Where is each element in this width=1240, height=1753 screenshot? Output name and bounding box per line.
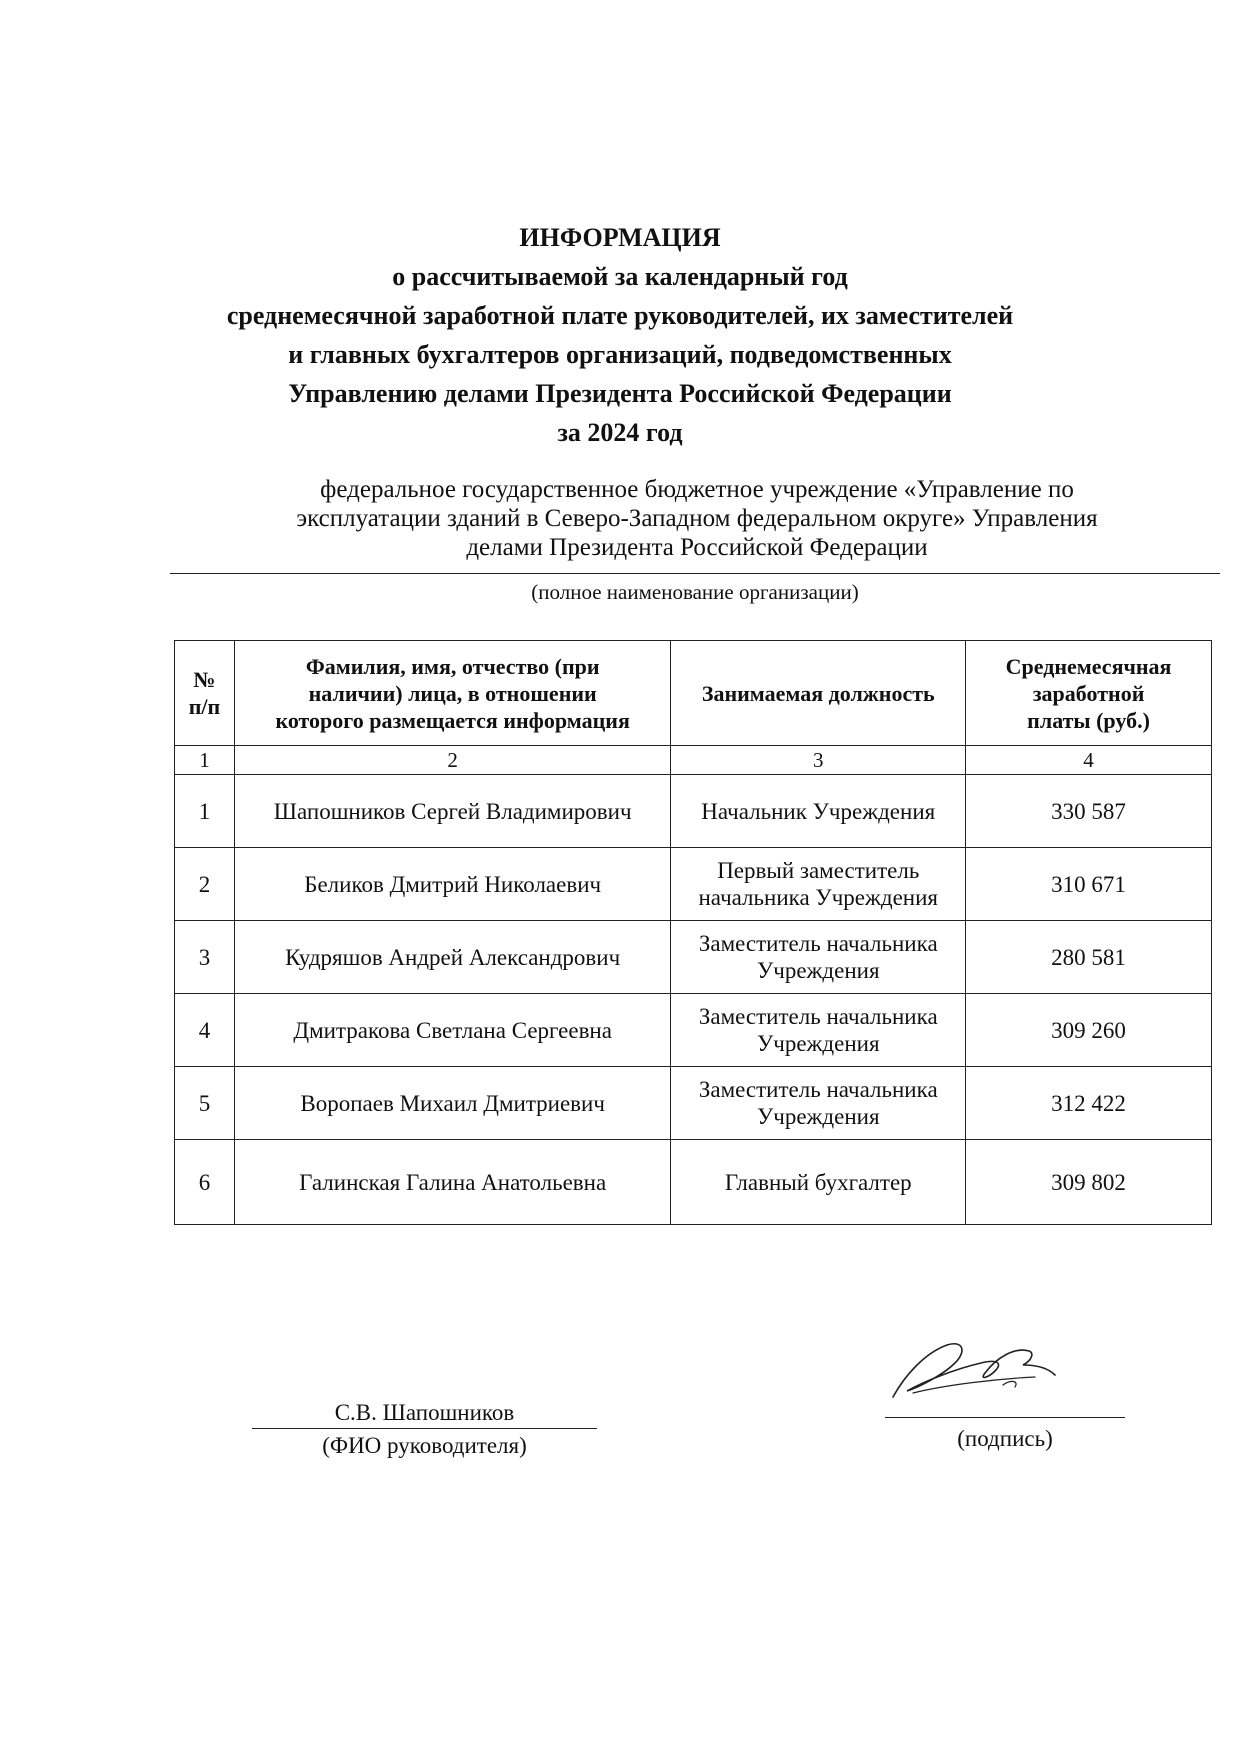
organization-caption: (полное наименование организации) (531, 580, 859, 604)
document-title (150, 218, 1090, 452)
row-position-line-2: Учреждения (756, 958, 880, 983)
handwritten-signature-icon (885, 1335, 1125, 1407)
head-caption: (ФИО руководителя) (322, 1433, 527, 1458)
header-salary-line-2: заработной (1032, 680, 1145, 706)
row-position (671, 775, 966, 848)
row-name: Дмитракова Светлана Сергеевна (234, 994, 670, 1067)
column-number: 4 (966, 746, 1212, 775)
row-salary: 330 587 (966, 775, 1212, 848)
row-salary: 310 671 (966, 848, 1212, 921)
row-position (671, 1140, 966, 1225)
header-number (175, 641, 235, 746)
row-salary: 309 260 (966, 994, 1212, 1067)
row-number: 3 (175, 921, 235, 994)
title-line-5: Управлению делами Президента Российской Федерации (288, 379, 952, 408)
column-number: 2 (234, 746, 670, 775)
salary-table (174, 640, 1212, 1225)
row-position (671, 1067, 966, 1140)
row-position-line-1: Заместитель начальника (698, 1004, 938, 1029)
table-row (175, 775, 1212, 848)
row-number: 4 (175, 994, 235, 1067)
row-name: Галинская Галина Анатольевна (234, 1140, 670, 1225)
organization-line-2: эксплуатации зданий в Северо-Западном федеральном округе» Управления (296, 505, 1098, 532)
column-number: 3 (671, 746, 966, 775)
row-position-line-2: начальника Учреждения (698, 885, 938, 910)
row-name: Кудряшов Андрей Александрович (234, 921, 670, 994)
table-row (175, 921, 1212, 994)
row-number: 5 (175, 1067, 235, 1140)
row-number: 2 (175, 848, 235, 921)
title-line-2: о рассчитываемой за календарный год (392, 262, 848, 291)
row-position-line-2: Учреждения (756, 1104, 880, 1129)
row-position-line-1: Главный бухгалтер (724, 1169, 912, 1195)
header-position: Занимаемая должность (671, 641, 966, 746)
row-salary: 312 422 (966, 1067, 1212, 1140)
row-name: Шапошников Сергей Владимирович (234, 775, 670, 848)
header-name-line-1: Фамилия, имя, отчество (при (305, 653, 600, 679)
organization-name (172, 475, 1222, 562)
header-number-line-1: № (193, 667, 216, 692)
head-signature-block (252, 1400, 597, 1459)
table-row (175, 848, 1212, 921)
signature-block (885, 1335, 1125, 1452)
table-row (175, 1140, 1212, 1225)
row-salary: 280 581 (966, 921, 1212, 994)
header-number-line-2: п/п (188, 694, 221, 719)
row-position-line-1: Заместитель начальника (698, 1077, 938, 1102)
organization-line-3: делами Президента Российской Федерации (466, 534, 928, 561)
header-salary-line-3: платы (руб.) (1027, 707, 1150, 733)
row-position (671, 921, 966, 994)
row-name: Воропаев Михаил Дмитриевич (234, 1067, 670, 1140)
row-position-line-2: Учреждения (756, 1031, 880, 1056)
organization-underline (170, 573, 1220, 574)
row-salary: 309 802 (966, 1140, 1212, 1225)
row-number: 6 (175, 1140, 235, 1225)
signature-caption: (подпись) (957, 1426, 1053, 1451)
signature-line (885, 1417, 1125, 1418)
organization-line-1: федеральное государственное бюджетное учреждение «Управление по (320, 476, 1074, 503)
column-number: 1 (175, 746, 235, 775)
header-salary (966, 641, 1212, 746)
header-name-line-2: наличии) лица, в отношении (308, 680, 597, 706)
header-name (234, 641, 670, 746)
title-line-4: и главных бухгалтеров организаций, подведомственных (288, 340, 952, 369)
row-name: Беликов Дмитрий Николаевич (234, 848, 670, 921)
header-name-line-3: которого размещается информация (275, 707, 630, 733)
head-name: С.В. Шапошников (252, 1400, 597, 1429)
row-position-line-1: Заместитель начальника (698, 931, 938, 956)
row-position-line-1: Начальник Учреждения (701, 798, 936, 824)
table-row (175, 1067, 1212, 1140)
title-line-3: среднемесячной заработной плате руководителей, их заместителей (226, 301, 1014, 330)
title-line-6: за 2024 год (557, 418, 683, 447)
row-position (671, 848, 966, 921)
row-position (671, 994, 966, 1067)
header-salary-line-1: Среднемесячная (1005, 653, 1172, 679)
row-position-line-1: Первый заместитель (717, 858, 920, 883)
title-line-1: ИНФОРМАЦИЯ (519, 223, 721, 252)
column-number-row (175, 746, 1212, 775)
table-row (175, 994, 1212, 1067)
row-number: 1 (175, 775, 235, 848)
table-header-row (175, 641, 1212, 746)
